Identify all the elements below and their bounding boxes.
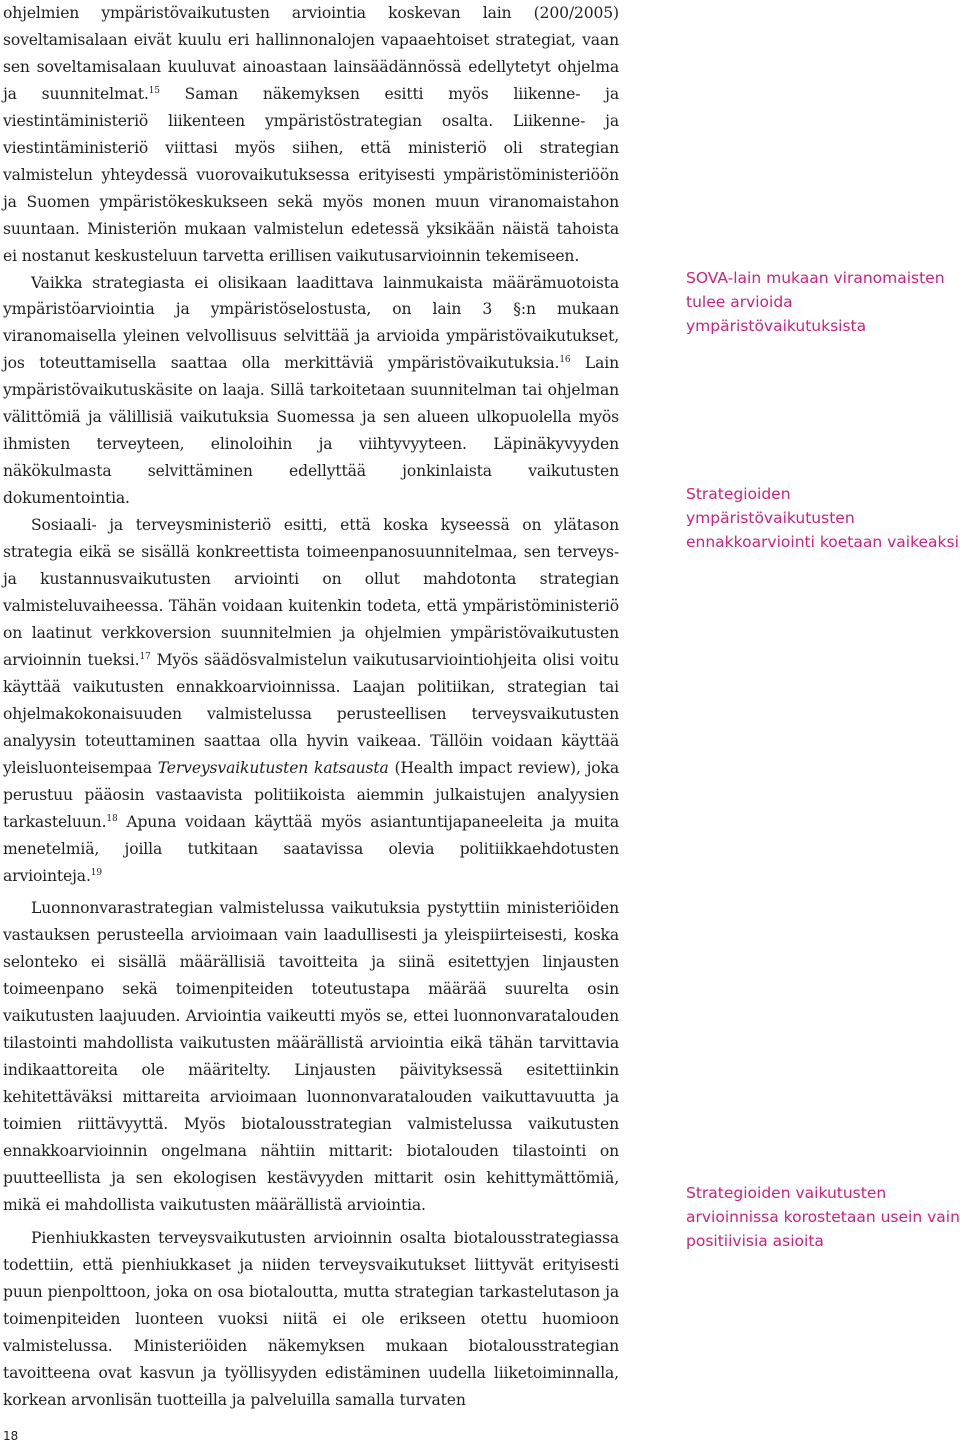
paragraph-4: Luonnonvarastrategian valmistelussa vaikutuksia pystyttiin ministeriöiden vastauksen perusteella arvioimaan vain laadullisesti ja yleispiirteisesti, koska selonteko ei sisällä määrällisiä tavoitteita ja siinä esitettyjen linjausten toimeenpano sekä toimenpiteiden toteutustapa määrää suurelta osin vaikutusten laajuuden. Arviointia vaikeutti myös se, ettei luonnonvaratalouden tilastointi mahdollista vaikutusten määrällistä arviointia eikä tähän tarvittavia indikaattoreita ole määritelty. Linjausten päivityksessä esitettiinkin kehitettäväksi mittareita arvioimaan luonnonvaratalouden vaikuttavuutta ja toimien riittävyyttä. Myös biotalousstrategian valmistelussa vaikutusten ennakkoarvioinnin ongelmana nähtiin mittarit: biotalouden tilastointi on puutteellista ja sen ekologisen kestävyyden mittarit osin kehittymättömiä, mikä ei mahdollista vaikutusten määrällistä arviointia. xyxy=(3,899,619,1214)
sidenote-sova: SOVA-lain mukaan viranomaisten tulee arvioida ympäristövaikutuksista xyxy=(686,269,945,335)
paragraph-3: Sosiaali- ja terveysministeriö esitti, että koska kyseessä on ylätason strategia eikä se sisällä konkreettista toimeenpanosuunnitelmaa, sen terveys- ja kustannusvaikutusten arviointi on ollut mahdotonta strategian valmisteluvaiheessa. Tähän voidaan kuitenkin todeta, että ympäristöministeriö on laatinut verkkoversion suunnitelmien ja ohjelmien ympäristövaikutusten arvioinnin tueksi.$^{17}$ Myös säädösvalmistelun vaikutusarviointiohjeita olisi voitu käyttää vaikutusten ennakkoarvioinnissa. Laajan politiikan, strategian tai ohjelmakokonaisuuden valmistelussa perusteellisen terveysvaikutusten analyysin toteuttaminen saattaa olla hyvin vaikeaa. Tällöin voidaan käyttää yleisluonteisempaa Terveysvaikutusten katsausta (Health impact review), joka perustuu pääosin vastaavista politiikoista aiemmin julkaistujen analyysien tarkasteluun.$^{18}$ Apuna voidaan käyttää myös asiantuntijapaneeleita ja muita menetelmiä, joilla tutkitaan saatavissa olevia politiikkaehdotusten arviointeja.$^{19}$ xyxy=(3,516,619,885)
footnote-ref-16[interactable]: 16 xyxy=(559,355,571,366)
footnote-ref-18[interactable]: 18 xyxy=(106,813,118,824)
paragraph-1: ohjelmien ympäristövaikutusten arviointia koskevan lain (200/2005) soveltamisalaan eivät kuulu eri hallinnonalojen vapaaehtoiset strategiat, vaan sen soveltamisalaan kuuluvat ainoastaan lainsäädännössä edellytetyt ohjelma ja suunnitelmat.$^{15}$ Saman näkemyksen esitti myös liikenne- ja viestintäministeriö liikenteen ympäristöstrategian osalta. Liikenne- ja viestintäministeriö viittasi myös siihen, että ministeriö oli strategian valmistelun yhteydessä vuorovaikutuksessa erityisesti ympäristöministeriöön ja Suomen ympäristökeskukseen sekä myös monen muun viranomaistahon suuntaan. Ministeriön mukaan valmistelun edetessä yksikään näistä tahoista ei nostanut keskusteluun tarvetta erillisen vaikutusarvioinnin tekemiseen. xyxy=(3,4,620,265)
footnote-ref-19[interactable]: 19 xyxy=(90,867,102,878)
footnote-ref-15[interactable]: 15 xyxy=(148,85,160,96)
sidenote-positiiviset: Strategioiden vaikutusten arvioinnissa korostetaan usein vain positiivisia asioita xyxy=(686,1184,960,1250)
paragraph-5: Pienhiukkasten terveysvaikutusten arvioinnin osalta biotalousstrategiassa todettiin, että pienhiukkaset ja niiden terveysvaikutukset liittyvät erityisesti puun pienpolttoon, joka on osa biotaloutta, mutta strategian tarkastelutason ja toimenpiteiden luonteen vuoksi niitä ei ole erikseen otettu huomioon valmistelussa. Ministeriöiden näkemyksen mukaan biotalousstrategian tavoitteena ovat kasvun ja työllisyyden edistäminen uudella liiketoiminnalla, korkean arvonlisän tuotteilla ja palveluilla samalla turvaten xyxy=(3,1228,619,1409)
emphasis-term: Terveysvaikutusten katsausta xyxy=(157,758,389,777)
paragraph-2: Vaikka strategiasta ei olisikaan laadittava lainmukaista määrämuotoista ympäristöarviointia ja ympäristöselostusta, on lain 3 §:n mukaan viranomaisella yleinen velvollisuus selvittää ja arvioida ympäristövaikutukset, jos toteuttamisella saattaa olla merkittäviä ympäristövaikutuksia.$^{16}$ Lain ympäristövaikutuskäsite on laaja. Sillä tarkoitetaan suunnitelman tai ohjelman välittömiä ja välillisiä vaikutuksia Suomessa ja sen alueen ulkopuolella myös ihmisten terveyteen, elinoloihin ja viihtyvyyteen. Läpinäkyvyyden näkökulmasta selvittäminen edellyttää jonkinlaista vaikutusten dokumentointia. xyxy=(3,273,620,508)
sidenote-ennakkoarviointi: Strategioiden ympäristövaikutusten ennakkoarviointi koetaan vaikeaksi xyxy=(686,485,959,551)
page-number: 18 xyxy=(3,1429,19,1443)
body-text-column xyxy=(3,0,619,1414)
footnote-ref-17[interactable]: 17 xyxy=(139,651,151,662)
